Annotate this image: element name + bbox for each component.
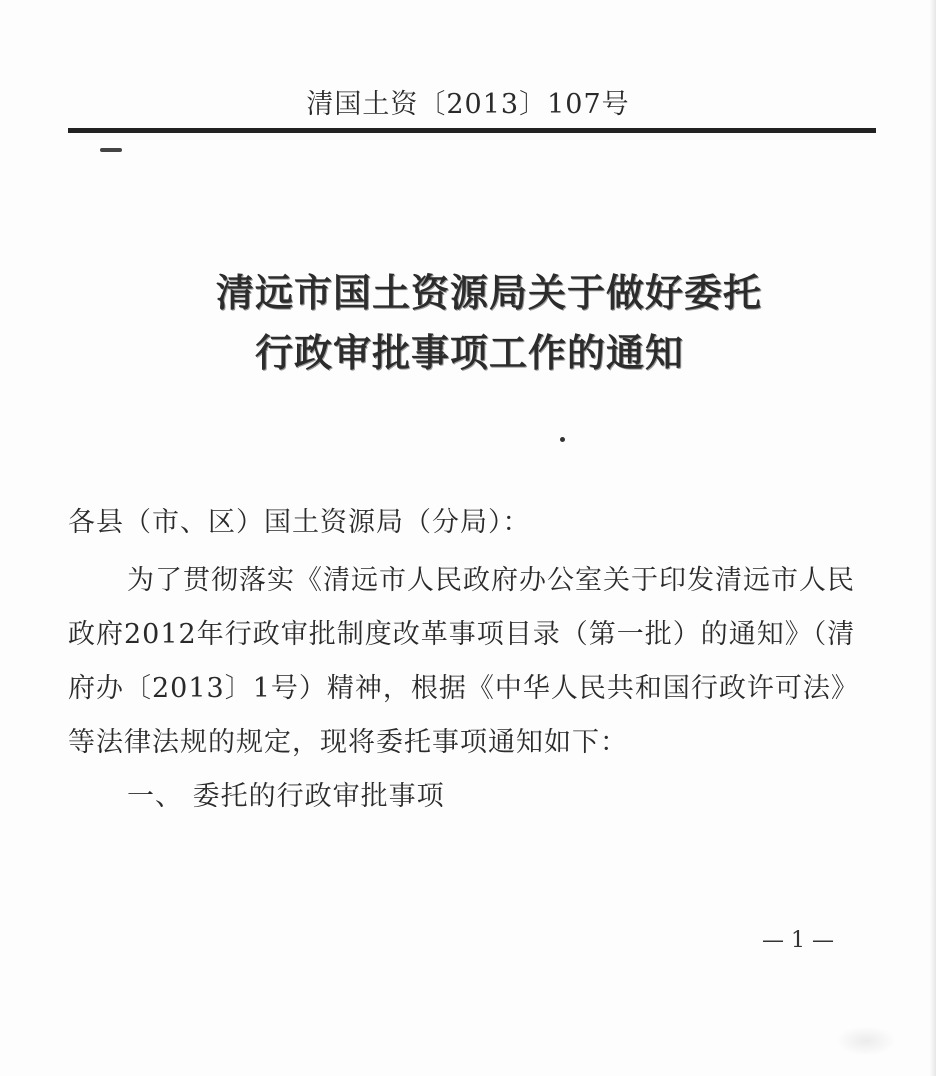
title-line-1: 清远市国土资源局关于做好委托: [216, 271, 763, 315]
scan-edge-shading: [930, 0, 936, 1076]
document-number: 清国土资〔2013〕107号: [306, 89, 630, 120]
body-line-4: 等法律法规的规定，现将委托事项通知如下：: [68, 727, 628, 758]
scan-shadow: [836, 1026, 896, 1056]
scan-speck: [100, 148, 122, 152]
body-line-3: 府办〔2013〕1号）精神，根据《中华人民共和国行政许可法》: [68, 673, 859, 704]
scan-dot: [560, 437, 565, 442]
page-number: — 1 —: [762, 928, 834, 953]
body-line-2: 政府2012年行政审批制度改革事项目录（第一批）的通知》（清: [68, 619, 856, 650]
title-line-2: 行政审批事项工作的通知: [255, 331, 685, 375]
salutation: 各县（市、区）国土资源局（分局）：: [68, 507, 531, 538]
body-line-1: 为了贯彻落实《清远市人民政府办公室关于印发清远市人民: [127, 565, 855, 596]
section-heading: 一、 委托的行政审批事项: [127, 781, 445, 812]
header-rule: [68, 128, 876, 133]
